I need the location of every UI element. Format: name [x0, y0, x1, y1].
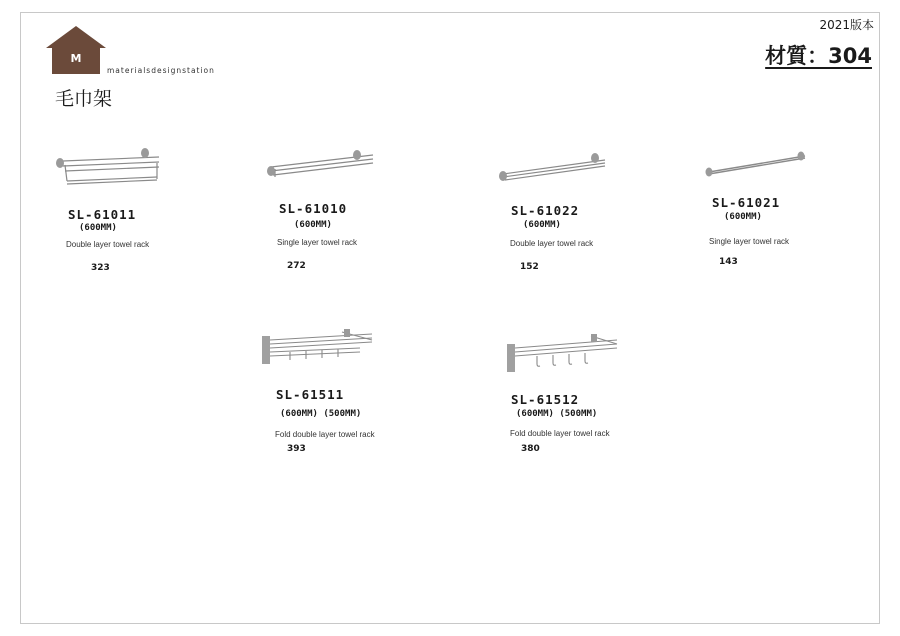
brand-name: materialsdesignstation: [107, 66, 215, 75]
product-size: (600MM) (500MM): [516, 409, 598, 419]
product-price: 152: [520, 262, 539, 272]
product-size: (600MM): [294, 220, 332, 230]
product-code: SL-61010: [279, 201, 348, 216]
product-size: (600MM): [724, 212, 762, 222]
product-card: [260, 326, 440, 466]
product-size: (600MM): [79, 223, 117, 233]
product-description: Double layer towel rack: [66, 240, 150, 249]
product-description: Fold double layer towel rack: [510, 429, 610, 438]
product-card: [497, 148, 667, 288]
product-code: SL-61011: [68, 207, 137, 222]
product-code: SL-61022: [511, 203, 580, 218]
product-description: Double layer towel rack: [510, 239, 594, 248]
product-price: 380: [521, 444, 540, 454]
product-card: [703, 148, 873, 288]
product-size: (600MM): [523, 220, 561, 230]
product-description: Single layer towel rack: [277, 238, 358, 247]
double-towel-rack-image: [55, 145, 167, 187]
product-code: SL-61512: [511, 392, 580, 407]
product-description: Fold double layer towel rack: [275, 430, 375, 439]
product-card: [505, 332, 685, 472]
product-price: 272: [287, 261, 306, 271]
material-label: 材質：304: [765, 44, 872, 68]
fold-towel-rack-image: [505, 332, 621, 378]
product-code: SL-61021: [712, 195, 781, 210]
product-price: 393: [287, 444, 306, 454]
house-icon: [46, 26, 106, 74]
single-towel-rack-image: [265, 145, 377, 181]
single-towel-bar-image: [703, 148, 809, 178]
product-size: (600MM) (500MM): [280, 409, 362, 419]
page-frame: [20, 12, 880, 624]
product-description: Single layer towel rack: [709, 237, 790, 246]
logo-letter: M: [70, 52, 82, 65]
product-price: 143: [719, 257, 738, 267]
product-code: SL-61511: [276, 387, 345, 402]
logo: [46, 26, 106, 74]
product-card: [265, 145, 435, 285]
version-label: 2021版本: [819, 18, 874, 32]
product-card: [55, 145, 225, 285]
fold-towel-rack-image: [260, 326, 376, 372]
page-title: 毛巾架: [55, 88, 113, 110]
product-price: 323: [91, 263, 110, 273]
double-towel-rack-image: [497, 148, 609, 184]
